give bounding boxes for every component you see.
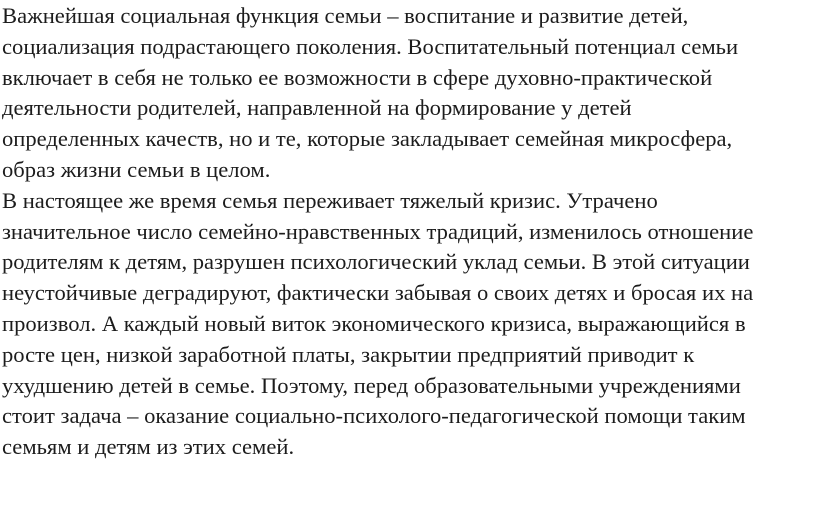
text-line: социализация подрастающего поколения. Воспитательный потенциал семьи <box>2 33 739 59</box>
text-line: Важнейшая социальная функция семьи – воспитание и развитие детей, <box>2 3 689 28</box>
text-line: родителям к детям, разрушен психологический уклад семьи. В этой ситуации <box>2 249 750 275</box>
text-line: произвол. А каждый новый виток экономического кризиса, выражающийся в <box>2 310 746 336</box>
text-line: неустойчивые деградируют, фактически забывая о своих детях и бросая их на <box>2 280 754 306</box>
text-line: деятельности родителей, направленной на формирование у детей <box>2 95 632 121</box>
text-line: семьям и детям из этих семей. <box>2 434 295 460</box>
paragraph-family-crisis <box>2 186 814 463</box>
document-body <box>2 1 814 463</box>
text-line: ухудшению детей в семье. Поэтому, перед образовательными учреждениями <box>2 372 741 398</box>
text-line: определенных качеств, но и те, которые закладывает семейная микросфера, <box>2 126 733 152</box>
text-line: образ жизни семьи в целом. <box>2 156 271 182</box>
text-line: росте цен, низкой заработной платы, закрытии предприятий приводит к <box>2 341 695 367</box>
text-line: В настоящее же время семья переживает тяжелый кризис. Утрачено <box>2 187 658 213</box>
text-line: включает в себя не только ее возможности в сфере духовно-практической <box>2 64 713 90</box>
text-line: стоит задача – оказание социально-психолого-педагогической помощи таким <box>2 403 746 429</box>
text-line: значительное число семейно-нравственных традиций, изменилось отношение <box>2 218 754 244</box>
paragraph-family-functions <box>2 1 814 186</box>
